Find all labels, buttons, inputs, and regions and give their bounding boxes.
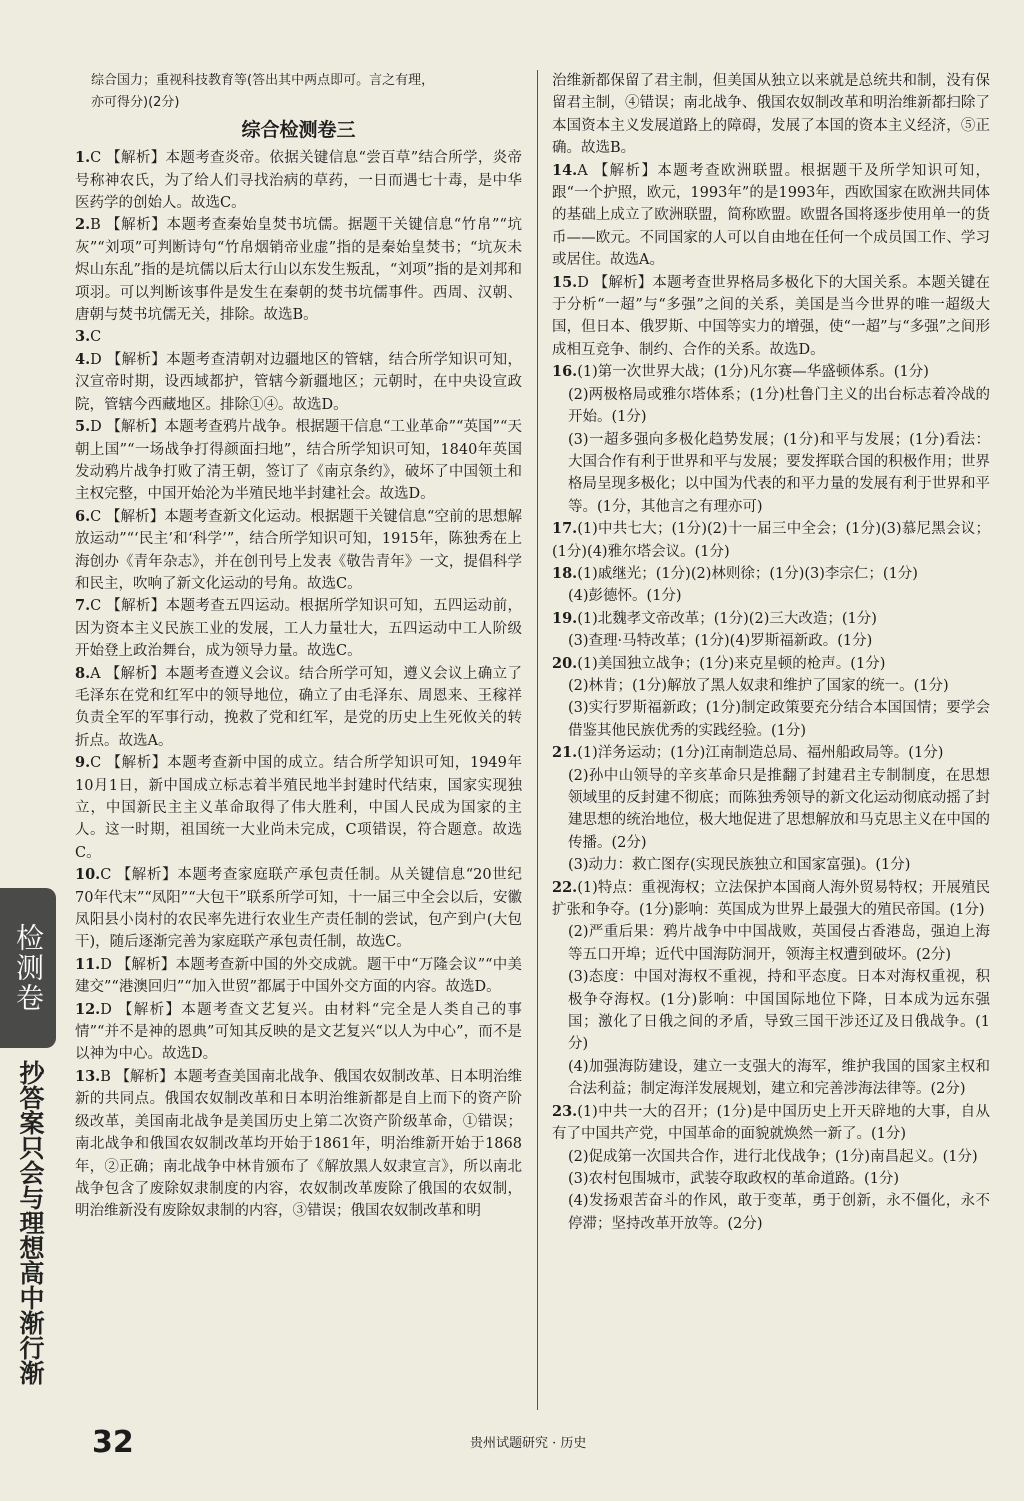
answer-text: C 【解析】本题考查家庭联产承包责任制。从关键信息“20世纪70年代末”“凤阳”“大包干”联系所学可知，十一届三中全会以后，安徽凤阳县小岗村的农民率先进行农业生产责任制的尝试，包产到户(大包干)，随后逐渐完善为家庭联产承包责任制，故选C。 [75, 867, 523, 951]
answer-number: 20. [552, 654, 578, 672]
answer-text: (1)特点：重视海权；立法保护本国商人海外贸易特权；开展殖民扩张和争夺。(1分)影响：英国成为世界上最强大的殖民帝国。(1分) [552, 879, 990, 919]
left-answer-list [75, 147, 522, 1223]
answer-number: 15. [552, 273, 578, 291]
answer-subitem: (3)实行罗斯福新政；(1分)制定政策要充分结合本国国情；要学会借鉴其他民族优秀的实践经验。(1分) [568, 700, 990, 739]
answer-item [552, 272, 990, 362]
answer-text: (1)北魏孝文帝改革；(1分)(2)三大改造；(1分) [577, 610, 877, 627]
answer-item [75, 349, 522, 416]
answer-number: 9. [75, 754, 91, 772]
answer-item [552, 518, 990, 563]
answer-text: (1)洋务运动；(1分)江南制造总局、福州船政局等。(1分) [577, 745, 944, 762]
answer-number: 22. [552, 878, 578, 896]
answer-item [75, 506, 522, 596]
answer-number: 16. [552, 363, 578, 381]
answer-text: B 【解析】本题考查秦始皇焚书坑儒。据题干关键信息“竹帛”“坑灰”“刘项”可判断诗句“竹帛烟销帝业虚”指的是秦始皇焚书；“坑灰未烬山东乱”指的是坑儒以后太行山以东发生叛乱，“刘项”指的是刘邦和项羽。可以判断该事件是发生在秦朝的焚书坑儒事件。西周、汉朝、唐朝与焚书坑儒无关，排除。故选B。 [75, 217, 522, 324]
answer-subitem: (2)两极格局或雅尔塔体系；(1分)杜鲁门主义的出台标志着冷战的开始。(1分) [568, 386, 990, 426]
answer-number: 5. [75, 418, 91, 436]
answer-subitem: (4)彭德怀。(1分) [568, 588, 682, 605]
answer-subitem: (3)态度：中国对海权不重视，持和平态度。日本对海权重视，积极争夺海权。(1分)影响：中国国际地位下降，日本成为远东强国；激化了日俄之间的矛盾，导致三国干涉还辽及日俄战争。(1分) [568, 969, 990, 1053]
answer-number: 21. [552, 744, 578, 762]
side-tab: 检测卷 [0, 888, 56, 1048]
answer-text: D 【解析】本题考查世界格局多极化下的大国关系。本题关键在于分析“一超”与“多强”之间的关系，美国是当今世界的唯一超级大国，但日本、俄罗斯、中国等实力的增强，使“一超”与“多强”之间形成相互竞争、制约、合作的关系。故选D。 [552, 274, 990, 358]
column-divider [537, 70, 538, 1410]
answer-number: 17. [552, 520, 578, 538]
left-column [75, 70, 522, 1223]
answer-item [75, 999, 522, 1066]
answer-number: 10. [75, 866, 101, 884]
answer-text: D 【解析】本题考查文艺复兴。由材料“完全是人类自己的事情”“并不是神的恩典”可知其反映的是文艺复兴“以人为中心”，而不是以神为中心。故选D。 [75, 1001, 522, 1063]
intro-line: 综合国力；重视科技教育等(答出其中两点即可。言之有理， [91, 73, 435, 88]
answer-item [552, 742, 990, 764]
answer-item [75, 1066, 522, 1223]
answer-number: 14. [552, 161, 578, 179]
answer-item [552, 160, 990, 272]
right-column [552, 70, 990, 1235]
answer-text: D 【解析】本题考查清朝对边疆地区的管辖，结合所学知识可知，汉宣帝时期，设西域都护，管辖今新疆地区；元朝时，在中央设宣政院，管辖今西藏地区。排除①④。故选D。 [75, 351, 522, 413]
answer-item [75, 326, 522, 348]
answer-text: (1)中共一大的召开；(1分)是中国历史上开天辟地的大事，自从有了中国共产党，中国革命的面貌就焕然一新了。(1分) [552, 1103, 990, 1143]
answer-number: 8. [75, 664, 91, 682]
answer-subitem: (3)农村包围城市，武装夺取政权的革命道路。(1分) [568, 1170, 900, 1187]
answer-text: D 【解析】本题考查新中国的外交成就。题干中“万隆会议”“中美建交”“港澳回归”“加入世贸”都属于中国外交方面的内容。故选D。 [75, 956, 522, 996]
answer-subitem: (3)一超多强向多极化趋势发展；(1分)和平与发展；(1分)看法：大国合作有利于世界和平与发展；要发挥联合国的积极作用；世界格局呈现多极化；以中国为代表的和平力量的发展有利于世界和平等。(1分，其他言之有理亦可) [568, 431, 990, 515]
answer-item [552, 1101, 990, 1146]
answer-text: B 【解析】本题考查美国南北战争、俄国农奴制改革、日本明治维新的共同点。俄国农奴制改革和日本明治维新都是自上而下的资产阶级改革，美国南北战争是美国历史上第二次资产阶级革命，①错误；南北战争和俄国农奴制改革均开始于1861年，明治维新开始于1868年，②正确；南北战争中林肯颁布了《解放黑人奴隶宣言》，所以南北战争包含了废除奴隶制度的内容，农奴制改革废除了俄国的农奴制，明治维新没有废除奴隶制的内容，③错误；俄国农奴制改革和明 [75, 1068, 522, 1220]
answer-number: 2. [75, 216, 91, 234]
answer-item [75, 595, 522, 662]
answer-number: 23. [552, 1102, 578, 1120]
answer-subitem: (2)林肯；(1分)解放了黑人奴隶和维护了国家的统一。(1分) [568, 677, 949, 694]
answer-text: C 【解析】本题考查炎帝。依据关键信息“尝百草”结合所学，炎帝号称神农氏，为了给人们寻找治病的草药，一日而遇七十毒，是中华医药学的创始人。故选C。 [75, 150, 522, 212]
continuation-text: 治维新都保留了君主制，但美国从独立以来就是总统共和制，没有保留君主制，④错误；南北战争、俄国农奴制改革和明治维新都扫除了本国资本主义发展道路上的障碍，发展了本国的资本主义经济，⑤正确。故选B。 [552, 73, 990, 157]
answer-text: (1)戚继光；(1分)(2)林则徐；(1分)(3)李宗仁；(1分) [577, 565, 918, 582]
answer-text: (1)中共七大；(1分)(2)十一届三中全会；(1分)(3)慕尼黑会议；(1分)(4)雅尔塔会议。(1分) [552, 521, 990, 560]
answer-text: A 【解析】本题考查欧洲联盟。根据题干及所学知识可知，跟“一个护照，欧元，1993年”的是1993年，西欧国家在欧洲共同体的基础上成立了欧洲联盟，简称欧盟。欧盟各国将逐步使用单一的货币——欧元。不同国家的人可以自由地在任何一个成员国工作、学习或居住。故选A。 [552, 162, 990, 269]
answer-subitem: (4)加强海防建设，建立一支强大的海军，维护我国的国家主权和合法利益；制定海洋发展规划，建立和完善涉海法律等。(2分) [568, 1058, 990, 1098]
answer-text: C 【解析】本题考查五四运动。根据所学知识可知，五四运动前，因为资本主义民族工业的发展，工人力量壮大，五四运动中工人阶级开始登上政治舞台，成为领导力量。故选C。 [75, 598, 522, 660]
side-motto: 抄答案只会与理想高中渐行渐 [16, 1060, 45, 1385]
answer-item [552, 653, 990, 675]
answer-number: 19. [552, 609, 578, 627]
answer-text: A 【解析】本题考查遵义会议。结合所学可知，遵义会议上确立了毛泽东在党和红军中的领导地位，确立了由毛泽东、周恩来、王稼祥负责全军的军事行动，挽救了党和红军，是党的历史上生死攸关的转折点。故选A。 [75, 665, 522, 749]
answer-item [552, 608, 990, 630]
footer-text: 贵州试题研究 · 历史 [470, 1436, 587, 1451]
answer-subitem: (2)促成第一次国共合作，进行北伐战争；(1分)南昌起义。(1分) [568, 1148, 978, 1165]
answer-text: C [90, 329, 102, 346]
answer-number: 6. [75, 507, 91, 525]
answer-subitem: (4)发扬艰苦奋斗的作风，敢于变革，勇于创新，永不僵化，永不停滞；坚持改革开放等。(2分) [568, 1193, 990, 1232]
right-answer-list [552, 160, 990, 1236]
answer-item [552, 563, 990, 585]
intro-line: 亦可得分)(2分) [91, 95, 180, 111]
answer-item [75, 663, 522, 753]
answer-item [75, 147, 522, 214]
answer-subitem: (3)查理·马特改革；(1分)(4)罗斯福新政。(1分) [568, 633, 873, 650]
answer-item [75, 954, 522, 999]
answer-number: 12. [75, 1000, 101, 1018]
answer-item [552, 361, 990, 383]
answer-number: 13. [75, 1067, 101, 1085]
answer-text: (1)第一次世界大战；(1分)凡尔赛—华盛顿体系。(1分) [577, 364, 929, 381]
answer-item [75, 752, 522, 864]
answer-number: 7. [75, 597, 91, 615]
answer-item [552, 877, 990, 922]
answer-subitem: (2)严重后果：鸦片战争中中国战败，英国侵占香港岛，强迫上海等五口开埠；近代中国海防洞开，领海主权遭到破坏。(2分) [568, 924, 990, 963]
answer-number: 4. [75, 350, 91, 368]
answer-text: C 【解析】本题考查新中国的成立。结合所学知识可知，1949年10月1日，新中国成立标志着半殖民地半封建时代结束，国家实现独立，中国新民主主义革命取得了伟大胜利，中国人民成为国家的主人。这一时期，祖国统一大业尚未完成，C项错误，符合题意。故选C。 [75, 755, 522, 861]
answer-text: C 【解析】本题考查新文化运动。根据题干关键信息“空前的思想解放运动”“‘民主’和‘科学’”，结合所学知识可知，1915年，陈独秀在上海创办《青年杂志》，并在创刊号上发表《敬告青年》一文，提倡科学和民主，吹响了新文化运动的号角。故选C。 [75, 508, 522, 592]
answer-subitem: (3)动力：救亡图存(实现民族独立和国家富强)。(1分) [568, 857, 911, 874]
answer-number: 3. [75, 328, 91, 346]
answer-item [75, 416, 522, 506]
answer-number: 11. [75, 955, 101, 973]
answer-subitem: (2)孙中山领导的辛亥革命只是推翻了封建君主专制制度，在思想领域里的反封建不彻底；而陈独秀领导的新文化运动彻底动摇了封建思想的统治地位，极大地促进了思想解放和马克思主义在中国的传播。(2分) [568, 767, 990, 851]
answer-text: D 【解析】本题考查鸦片战争。根据题干信息“工业革命”“英国”“天朝上国”“一场战争打得颜面扫地”，结合所学知识可知，1840年英国发动鸦片战争打败了清王朝，签订了《南京条约》，破坏了中国领土和主权完整，中国开始沦为半殖民地半封建社会。故选D。 [75, 419, 522, 503]
answer-item [75, 864, 522, 954]
page-number: 32 [92, 1425, 134, 1460]
answer-number: 18. [552, 564, 578, 582]
section-title: 综合检测卷三 [241, 118, 356, 141]
answer-number: 1. [75, 149, 91, 167]
answer-text: (1)美国独立战争；(1分)来克星顿的枪声。(1分) [577, 655, 886, 672]
answer-item [75, 214, 522, 326]
intro-text [75, 70, 522, 115]
